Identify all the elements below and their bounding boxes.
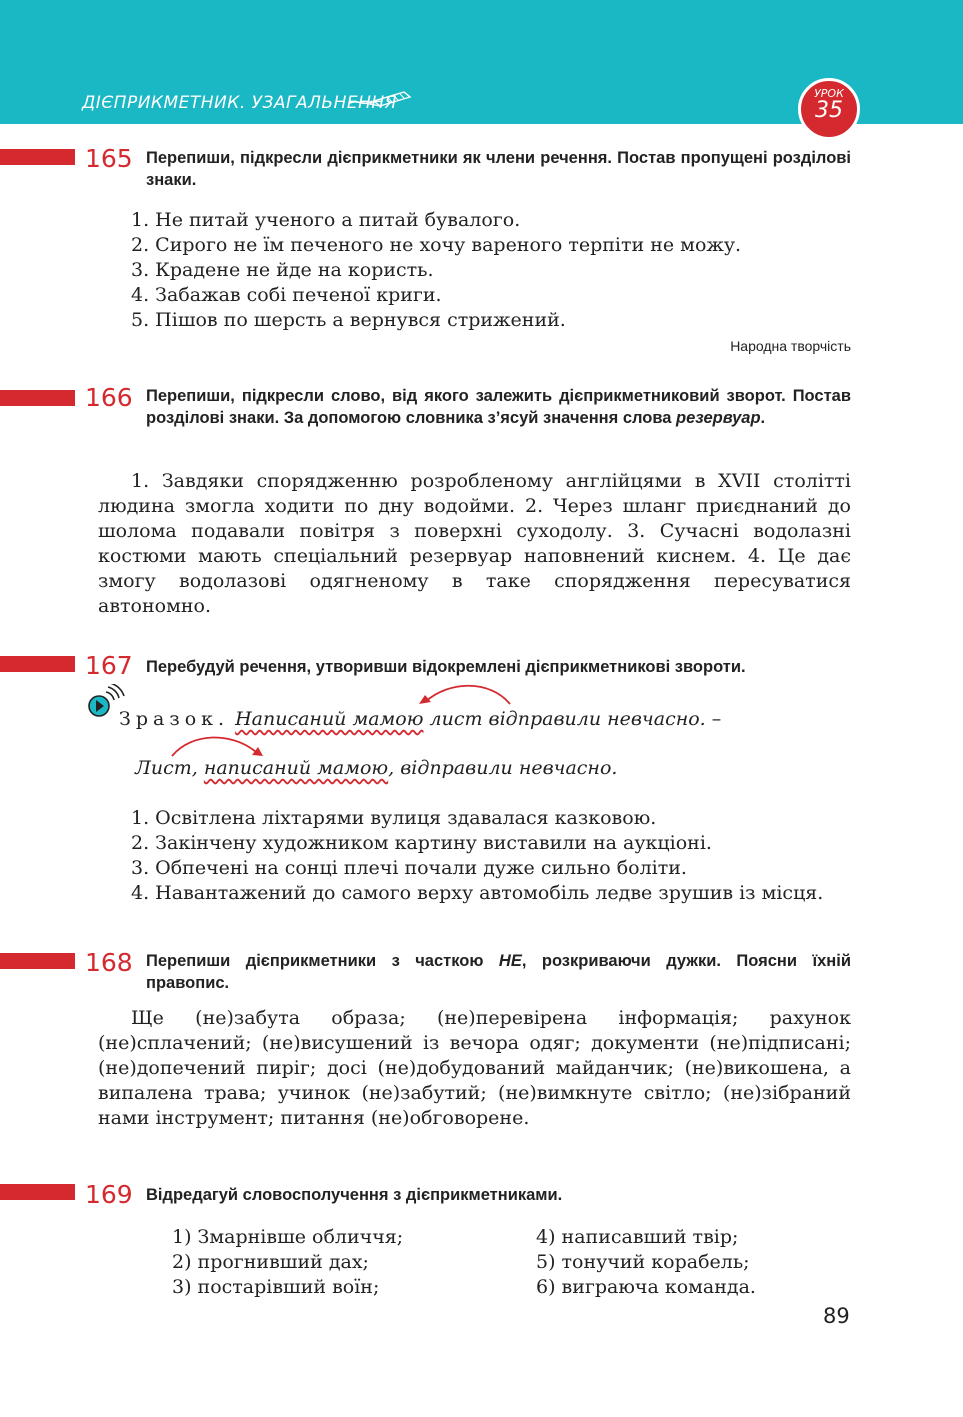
lesson-label: УРОК — [814, 87, 844, 100]
exercise-task: Відредагуй словосполучення з дієприкметниками. — [146, 1186, 563, 1204]
section-title: ДІЄПРИКМЕТНИК. УЗАГАЛЬНЕННЯ — [82, 93, 397, 113]
page-header — [0, 0, 963, 124]
sample-start: Лист, — [135, 757, 204, 779]
phrase-item: 5) тонучий корабель; — [536, 1251, 750, 1273]
exercise-marker — [0, 149, 75, 165]
sentence: 4. Навантажений до самого верху автомобіль ледве зрушив із місця. — [131, 882, 824, 904]
sentence: 4. Забажав собі печеної криги. — [131, 284, 442, 306]
exercise-task — [146, 385, 851, 429]
sentence: 5. Пішов по шерсть а вернувся стрижений. — [131, 309, 566, 331]
phrase-item: 1) Змарнівше обличчя; — [172, 1226, 404, 1248]
lesson-badge — [798, 78, 860, 140]
phrase-column-right — [536, 1225, 756, 1300]
lesson-number: 35 — [815, 98, 843, 123]
exercise-text: 1. Завдяки спорядженню розробленому англійцями в XVII столітті людина змогла ходити по дну водойми. 2. Через шланг приєднаний до шолома подавали повітря з поверхні суходолу. 3. Сучасні водолазні костюми мають спеціальний резервуар наповнений киснем. 4. Це дає змогу водолазові одягненому в таке спорядження пересуватися автономно. — [98, 470, 851, 617]
sample-sentence-2 — [135, 757, 617, 779]
task-keyword: НЕ — [498, 952, 522, 970]
sentence: 1. Не питай ученого а питай бувалого. — [131, 209, 521, 231]
phrase-columns — [172, 1225, 852, 1305]
sentence: 2. Закінчену художником картину виставили на аукціоні. — [131, 832, 712, 854]
task-text: Перепиши дієприкметники з часткою — [146, 952, 499, 970]
exercise-task — [146, 950, 851, 994]
exercise-marker — [0, 1184, 75, 1200]
underlined-phrase: написаний мамою — [203, 757, 389, 779]
exercise-task: Перебудуй речення, утворивши відокремлені дієприкметникові звороти. — [146, 658, 746, 676]
exercise-task: Перепиши, підкресли дієприкметники як члени речення. Постав пропущені розділові знаки. — [146, 149, 851, 189]
move-arrow-icon — [415, 682, 515, 708]
exercise-number: 168 — [85, 948, 133, 977]
exercise-number: 167 — [85, 651, 133, 680]
task-end: . — [760, 409, 766, 427]
sample-label: Зразок. — [119, 708, 230, 730]
exercise-text: Ще (не)забута образа; (не)перевірена інформація; рахунок (не)сплачений; (не)висушений із вечора одяг; документи (не)підписані; (не)допечений пиріг; досі (не)добудований майданчик; (не)викошена, а випалена трава; учинок (не)забутий; (не)вимкнуте світло; (не)зібраний нами інструмент; питання (не)обговорене. — [98, 1007, 851, 1129]
phrase-column-left — [172, 1225, 403, 1300]
sample-rest: лист відправили невчасно. — [423, 708, 706, 730]
task-text: Перепиши, підкресли слово, від якого залежить дієприкметниковий зворот. Постав розділові знаки. За допомогою словника з’ясуй значення слова — [146, 387, 851, 427]
exercise-number: 169 — [85, 1180, 133, 1209]
sentence: 3. Крадене не йде на користь. — [131, 259, 434, 281]
exercise-number: 166 — [85, 383, 133, 412]
phrase-item: 3) постарівший воїн; — [172, 1276, 380, 1298]
phrase-item: 2) прогнивший дах; — [172, 1251, 369, 1273]
exercise-marker — [0, 953, 75, 969]
exercise-marker — [0, 656, 75, 672]
phrase-item: 6) виграюча команда. — [536, 1276, 756, 1298]
exercise-lines — [98, 208, 851, 333]
sentence: 1. Освітлена ліхтарями вулиця здавалася казковою. — [131, 807, 657, 829]
exercise-marker — [0, 390, 75, 406]
sentence: 2. Сирого не їм печеного не хочу вареного терпіти не можу. — [131, 234, 742, 256]
underlined-phrase: Написаний мамою — [235, 708, 424, 730]
sample-sentence-1 — [119, 708, 721, 730]
source-note: Народна творчість — [730, 338, 851, 354]
pen-icon — [348, 89, 414, 111]
exercise-number: 165 — [85, 144, 133, 173]
sample-dash: – — [705, 708, 722, 730]
sentence: 3. Обпечені на сонці плечі почали дуже сильно боліти. — [131, 857, 687, 879]
task-keyword: резервуар — [676, 409, 761, 427]
exercise-lines — [98, 806, 851, 881]
sample-rest: , відправили невчасно. — [388, 757, 618, 779]
phrase-item: 4) написавший твір; — [536, 1226, 739, 1248]
task-text: , розкриваючи дужки. Поясни їхній правопис. — [146, 952, 852, 992]
page-number: 89 — [823, 1304, 850, 1328]
